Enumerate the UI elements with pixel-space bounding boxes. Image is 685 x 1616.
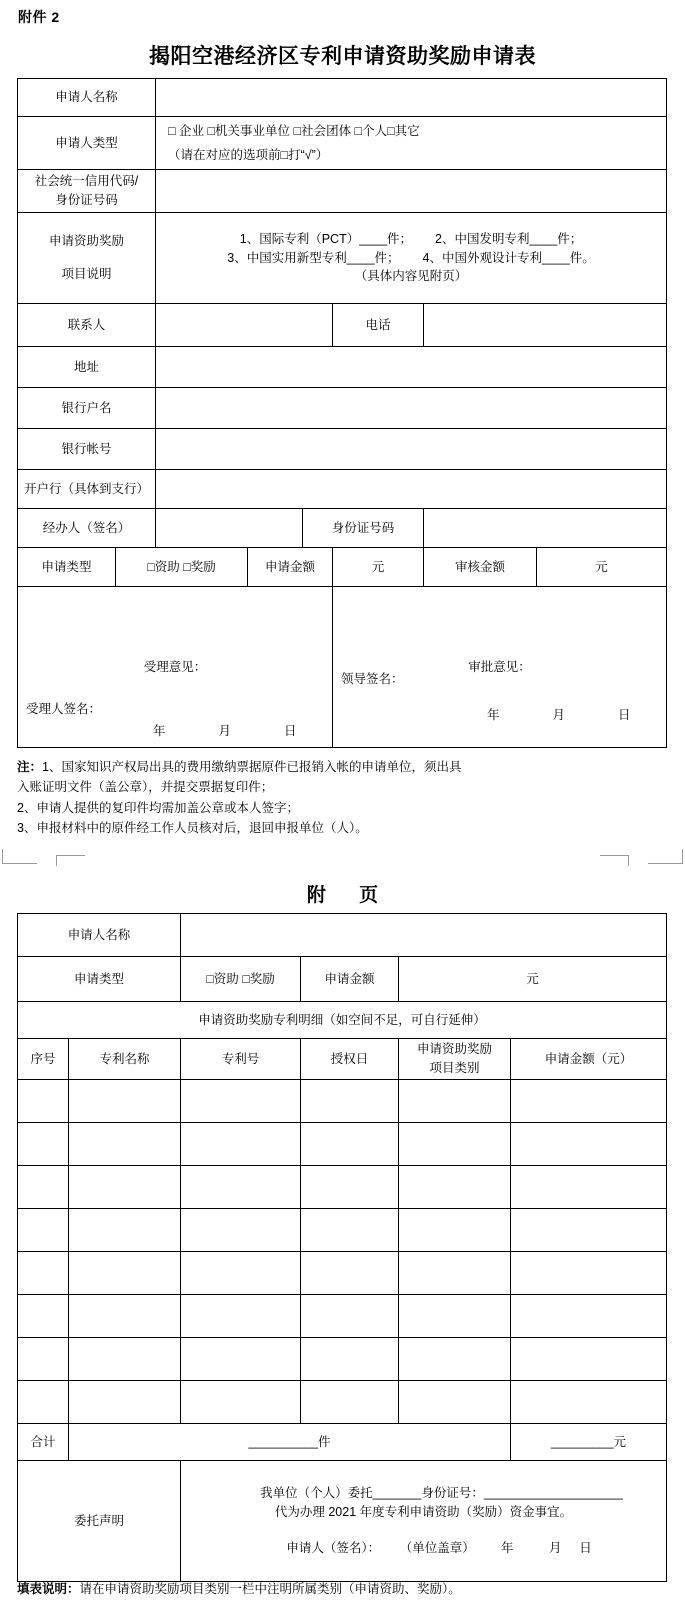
field-handler-signature[interactable]: [156, 509, 303, 548]
declaration-year: 年: [500, 1541, 514, 1556]
cell-category[interactable]: [399, 1338, 511, 1381]
table-row-apply-type: [18, 548, 667, 587]
field-bank-account-number[interactable]: [156, 429, 667, 470]
cell-index[interactable]: [18, 1295, 69, 1338]
cell-patent-name[interactable]: [69, 1381, 181, 1424]
label-credit-code: [18, 170, 156, 213]
approve-date-day: 日: [618, 708, 631, 723]
cell-patent-number[interactable]: [181, 1209, 301, 1252]
column-header-grant-date: 授权日: [301, 1039, 399, 1080]
field-applicant-name[interactable]: [156, 79, 667, 117]
cell-grant-date[interactable]: [301, 1295, 399, 1338]
cell-patent-name[interactable]: [69, 1080, 181, 1123]
cell-amount[interactable]: [511, 1252, 667, 1295]
cell-index[interactable]: [18, 1209, 69, 1252]
cell-patent-number[interactable]: [181, 1080, 301, 1123]
note-line-1-text: 1、国家知识产权局出具的费用缴纳票据原件已报销入帐的申请单位，须出具: [42, 760, 462, 774]
attachment-label: 附件 2: [18, 9, 60, 25]
note-line-1: [17, 757, 672, 777]
appendix-row-detail-header: [18, 1002, 667, 1039]
approve-date-year: 年: [487, 708, 500, 723]
declaration-line1-b: 身份证号：: [421, 1485, 484, 1500]
cell-patent-number[interactable]: [181, 1252, 301, 1295]
field-total-count[interactable]: [69, 1424, 511, 1461]
label-credit-code-line1: 社会统一信用代码/: [34, 174, 139, 189]
field-total-amount[interactable]: [511, 1424, 667, 1461]
subsidy-line-2: [156, 249, 666, 268]
appendix-table: [17, 913, 667, 1582]
table-row: [18, 1123, 667, 1166]
field-applicant-type[interactable]: [156, 117, 667, 170]
applicant-type-options[interactable]: □ 企业 □机关事业单位 □社会团体 □个人□其它: [168, 124, 420, 138]
table-row-credit-code: [18, 170, 667, 213]
cell-category[interactable]: [399, 1381, 511, 1424]
appendix-row-total: [18, 1424, 667, 1461]
accept-date-month: 月: [218, 724, 232, 739]
declaration-day: 日: [579, 1541, 592, 1556]
cell-patent-number[interactable]: [181, 1381, 301, 1424]
label-accept-signer: 受理人签名：: [26, 702, 102, 717]
apply-type-options[interactable]: □资助 □奖励: [116, 548, 248, 587]
cell-category[interactable]: [399, 1295, 511, 1338]
total-count-blank[interactable]: __________: [248, 1434, 319, 1449]
label-apply-type: 申请类型: [18, 548, 116, 587]
cell-grant-date[interactable]: [301, 1123, 399, 1166]
cell-index[interactable]: [18, 1166, 69, 1209]
label-subsidy-line1: 申请资助奖励: [49, 234, 125, 249]
subsidy-note: （具体内容见附页）: [354, 269, 468, 284]
cell-index[interactable]: [18, 1338, 69, 1381]
subsidy-item-2[interactable]: 2、中国发明专利____件；: [435, 231, 583, 246]
label-id-number: 身份证号码: [303, 509, 424, 548]
declaration-seal-label: （单位盖章）: [399, 1541, 475, 1556]
appendix-column-header-row: [18, 1039, 667, 1080]
cell-category[interactable]: [399, 1166, 511, 1209]
appendix-apply-type-options[interactable]: □资助 □奖励: [181, 957, 301, 1002]
total-amount-blank[interactable]: _________: [550, 1434, 614, 1449]
table-row: [18, 1381, 667, 1424]
cell-patent-number[interactable]: [181, 1295, 301, 1338]
label-apply-amount: 申请金额: [248, 548, 333, 587]
appendix-label-apply-type: 申请类型: [18, 957, 181, 1002]
approve-date-row: [333, 706, 658, 725]
cell-amount[interactable]: [511, 1209, 667, 1252]
field-apply-amount[interactable]: [333, 548, 424, 587]
cell-category[interactable]: [399, 1123, 511, 1166]
label-bank-account-number: 银行帐号: [18, 429, 156, 470]
field-accept-opinion[interactable]: [18, 587, 333, 748]
cell-index[interactable]: [18, 1080, 69, 1123]
table-row-applicant-name: [18, 79, 667, 117]
field-bank-branch[interactable]: [156, 470, 667, 509]
subsidy-item-3[interactable]: 3、中国实用新型专利____件；: [227, 250, 400, 265]
label-subsidy-description: [18, 213, 156, 304]
accept-date-row: [18, 722, 324, 741]
table-row: [18, 1166, 667, 1209]
cell-amount[interactable]: [511, 1295, 667, 1338]
field-audit-amount[interactable]: [537, 548, 667, 587]
cell-amount[interactable]: [511, 1338, 667, 1381]
column-header-index: 序号: [18, 1039, 69, 1080]
column-header-patent-name: 专利名称: [69, 1039, 181, 1080]
note-line-2: 2、申请人提供的复印件均需加盖公章或本人签字；: [17, 800, 299, 815]
cell-patent-name[interactable]: [69, 1252, 181, 1295]
declaration-line-2: 代为办理 2021 年度专利申请资助（奖励）资金事宜。: [274, 1504, 573, 1519]
label-address: 地址: [18, 347, 156, 388]
table-row: [18, 1209, 667, 1252]
field-contact[interactable]: [156, 304, 333, 347]
table-row: [18, 1080, 667, 1123]
field-id-number[interactable]: [424, 509, 667, 548]
field-phone[interactable]: [424, 304, 667, 347]
table-row-bank-account-number: [18, 429, 667, 470]
label-total: 合计: [18, 1424, 69, 1461]
declaration-blank-name[interactable]: _______: [372, 1485, 422, 1500]
cell-index[interactable]: [18, 1381, 69, 1424]
page-break-mark-left-inner: [56, 855, 85, 866]
audit-amount-unit: 元: [595, 559, 608, 574]
cell-category[interactable]: [399, 1209, 511, 1252]
cell-grant-date[interactable]: [301, 1381, 399, 1424]
subsidy-item-1[interactable]: 1、国际专利（PCT）____件；: [239, 231, 413, 246]
label-applicant-name: 申请人名称: [18, 79, 156, 117]
label-applicant-type: 申请人类型: [18, 117, 156, 170]
label-handler: 经办人（签名）: [18, 509, 156, 548]
approve-date-month: 月: [552, 708, 566, 723]
field-approve-opinion[interactable]: [333, 587, 667, 748]
subsidy-line-1: [156, 230, 666, 249]
note-line-1b: 入账证明文件（盖公章），并提交票据复印件；: [17, 780, 274, 795]
table-row: [18, 1295, 667, 1338]
cell-grant-date[interactable]: [301, 1209, 399, 1252]
label-declaration: 委托声明: [18, 1461, 181, 1582]
cell-patent-number[interactable]: [181, 1123, 301, 1166]
column-header-patent-number: 专利号: [181, 1039, 301, 1080]
cell-patent-name[interactable]: [69, 1295, 181, 1338]
table-row: [18, 1252, 667, 1295]
label-credit-code-line2: 身份证号码: [55, 193, 118, 207]
declaration-line1-a: 我单位（个人）委托: [260, 1485, 373, 1500]
cell-patent-name[interactable]: [69, 1338, 181, 1381]
accept-date-day: 日: [284, 724, 297, 739]
label-contact: 联系人: [18, 304, 156, 347]
cell-category[interactable]: [399, 1080, 511, 1123]
subsidy-item-4[interactable]: 4、中国外观设计专利____件。: [422, 250, 595, 265]
appendix-detail-header: 申请资助奖励专利明细（如空间不足，可自行延伸）: [18, 1002, 667, 1039]
declaration-signer-label: 申请人（签名）：: [286, 1541, 381, 1556]
appendix-field-apply-amount[interactable]: [399, 957, 667, 1002]
appendix-label-applicant-name: 申请人名称: [18, 914, 181, 957]
cell-amount[interactable]: [511, 1381, 667, 1424]
appendix-apply-amount-unit: 元: [526, 971, 539, 986]
table-row-handler: [18, 509, 667, 548]
table-row-address: [18, 347, 667, 388]
cell-index[interactable]: [18, 1252, 69, 1295]
cell-patent-number[interactable]: [181, 1338, 301, 1381]
label-bank-branch: 开户行（具体到支行）: [18, 470, 156, 509]
column-header-amount: 申请金额（元）: [511, 1039, 667, 1080]
field-subsidy-description[interactable]: [156, 213, 667, 304]
page-break-mark-left: [2, 849, 37, 864]
declaration-blank-id[interactable]: ____________________: [483, 1485, 623, 1500]
main-application-table: [17, 78, 667, 748]
accept-date-year: 年: [153, 724, 166, 739]
cell-patent-number[interactable]: [181, 1166, 301, 1209]
cell-grant-date[interactable]: [301, 1252, 399, 1295]
table-row-bank-branch: [18, 470, 667, 509]
cell-index[interactable]: [18, 1123, 69, 1166]
label-phone: 电话: [333, 304, 424, 347]
table-row: [18, 1338, 667, 1381]
declaration-line-1[interactable]: [181, 1484, 666, 1503]
total-amount-unit: 元: [613, 1434, 627, 1449]
field-declaration[interactable]: [181, 1461, 667, 1582]
footnote-text: 请在申请资助奖励项目类别一栏中注明所属类别（申请资助、奖励）。: [79, 1582, 461, 1596]
table-row-applicant-type: [18, 117, 667, 170]
declaration-month: 月: [548, 1541, 562, 1556]
table-row-subsidy-description: [18, 213, 667, 304]
column-header-category-line1: 申请资助奖励: [417, 1042, 493, 1057]
field-address[interactable]: [156, 347, 667, 388]
table-row-contact: [18, 304, 667, 347]
appendix-row-apply-type: [18, 957, 667, 1002]
field-credit-code[interactable]: [156, 170, 667, 213]
note-line-3: 3、申报材料中的原件经工作人员核对后，退回申报单位（人）。: [17, 820, 368, 835]
footnote-block: [17, 1580, 677, 1599]
cell-patent-name[interactable]: [69, 1209, 181, 1252]
column-header-category-line2: 项目类别: [429, 1061, 480, 1075]
appendix-field-applicant-name[interactable]: [181, 914, 667, 957]
label-audit-amount: 审核金额: [424, 548, 537, 587]
declaration-signature-row: [181, 1539, 666, 1558]
page-break-mark-right-inner: [600, 855, 629, 866]
label-subsidy-line2: 项目说明: [61, 267, 112, 281]
cell-patent-name[interactable]: [69, 1166, 181, 1209]
page-title: 揭阳空港经济区专利申请资助奖励申请表: [149, 45, 536, 68]
field-bank-account-name[interactable]: [156, 388, 667, 429]
appendix-row-declaration: [18, 1461, 667, 1582]
cell-grant-date[interactable]: [301, 1338, 399, 1381]
notes-prefix: 注：: [17, 760, 43, 774]
appendix-title: 附 页: [306, 885, 393, 906]
page-break-mark-right: [648, 849, 683, 864]
label-accept-opinion: 受理意见：: [143, 659, 207, 674]
appendix-label-apply-amount: 申请金额: [301, 957, 399, 1002]
label-approve-opinion: 审批意见：: [468, 659, 531, 674]
cell-amount[interactable]: [511, 1166, 667, 1209]
table-row-bank-account-name: [18, 388, 667, 429]
cell-amount[interactable]: [511, 1080, 667, 1123]
cell-patent-name[interactable]: [69, 1123, 181, 1166]
label-bank-account-name: 银行户名: [18, 388, 156, 429]
cell-category[interactable]: [399, 1252, 511, 1295]
appendix-row-applicant-name: [18, 914, 667, 957]
table-row-opinions: [18, 587, 667, 748]
cell-amount[interactable]: [511, 1123, 667, 1166]
notes-block: [17, 757, 672, 838]
total-count-unit: 件: [318, 1434, 331, 1449]
apply-amount-unit: 元: [371, 559, 385, 574]
applicant-type-hint: （请在对应的选项前□打“√”）: [168, 148, 329, 162]
cell-grant-date[interactable]: [301, 1080, 399, 1123]
label-leader-signature: 领导签名：: [341, 672, 404, 687]
column-header-category: [399, 1039, 511, 1080]
cell-grant-date[interactable]: [301, 1166, 399, 1209]
footnote-prefix: 填表说明：: [17, 1582, 80, 1596]
